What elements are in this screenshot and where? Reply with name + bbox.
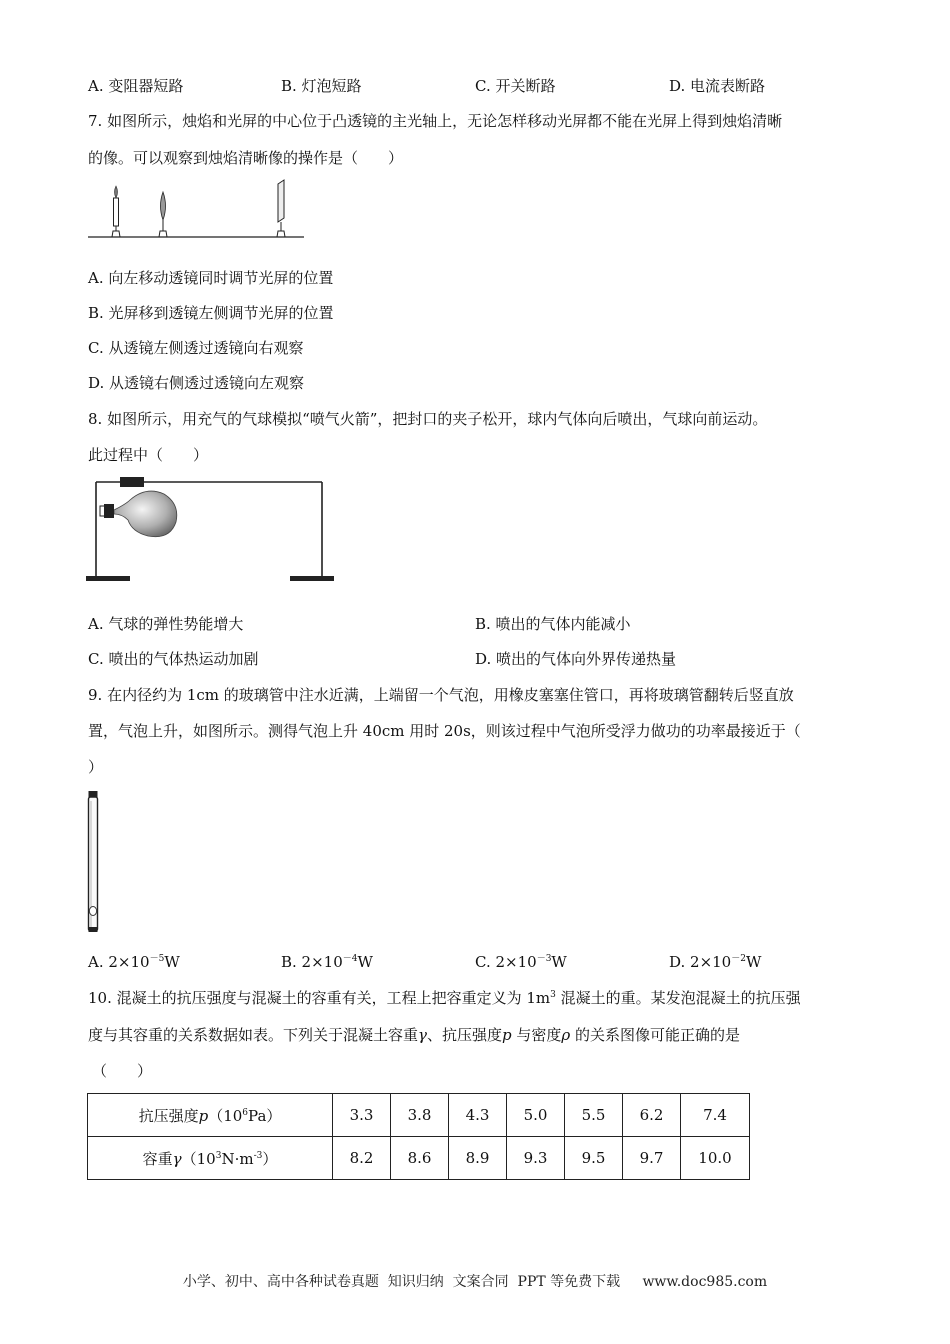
air-bubble-icon bbox=[89, 907, 96, 916]
q10-stem-line2: 度与其容重的关系数据如表。下列关于混凝土容重γ、抗压强度p 与密度ρ 的关系图像可能正确的是 bbox=[88, 1026, 740, 1044]
q7-option-a: A. 向左移动透镜同时调节光屏的位置 bbox=[88, 269, 334, 287]
q8-stem-line1: 8. 如图所示，用充气的气球模拟“喷气火箭”，把封口的夹子松开，球内气体向后喷出，气球向前运动。 bbox=[88, 410, 768, 428]
table-cell: 8.6 bbox=[391, 1137, 449, 1180]
table-header-cell: 抗压强度$p(10^6Pa)$ bbox=[88, 1094, 333, 1137]
q7-stem-line1: 7. 如图所示，烛焰和光屏的中心位于凸透镜的主光轴上，无论怎样移动光屏都不能在光屏上得到烛焰清晰 bbox=[88, 112, 783, 130]
frame-foot-left bbox=[86, 576, 130, 581]
q7-optical-bench-figure bbox=[86, 178, 306, 240]
balloon-clip-top bbox=[120, 477, 144, 487]
q7-stem-line2: 的像。可以观察到烛焰清晰像的操作是（ ） bbox=[88, 149, 404, 167]
q9-stem-line2: 置，气泡上升，如图所示。测得气泡上升 40cm 用时 20s，则该过程中气泡所受浮力做功的功率最接近于（ bbox=[88, 722, 801, 740]
table-cell: 3.8 bbox=[391, 1094, 449, 1137]
table-cell: 5.5 bbox=[565, 1094, 623, 1137]
q9-stem-line3: ） bbox=[88, 758, 104, 776]
table-cell: 6.2 bbox=[623, 1094, 681, 1137]
table-cell: 10.0 bbox=[681, 1137, 750, 1180]
table-cell: 8.9 bbox=[449, 1137, 507, 1180]
table-row bbox=[88, 1094, 750, 1137]
convex-lens-icon bbox=[159, 192, 167, 237]
balloon-icon bbox=[114, 491, 177, 537]
table-cell: 9.5 bbox=[565, 1137, 623, 1180]
q8-option-d: D. 喷出的气体向外界传递热量 bbox=[475, 650, 677, 668]
table-cell: 9.3 bbox=[507, 1137, 565, 1180]
table-header-cell: 容重$\gamma(10^3N\cdot m^{-3})$ bbox=[88, 1137, 333, 1180]
q9-option-c: C. $2\times 10^{-3}W$ bbox=[475, 953, 567, 971]
frame-foot-right bbox=[290, 576, 334, 581]
q8-option-a: A. 气球的弹性势能增大 bbox=[88, 615, 244, 633]
table-cell: 7.4 bbox=[681, 1094, 750, 1137]
table-cell: 3.3 bbox=[333, 1094, 391, 1137]
q7-option-b: B. 光屏移到透镜左侧调节光屏的位置 bbox=[88, 304, 334, 322]
table-cell: 5.0 bbox=[507, 1094, 565, 1137]
page-footer: 小学、初中、高中各种试卷真题 知识归纳 文案合同 PPT 等免费下载 www.doc985.com bbox=[182, 1274, 768, 1290]
table-cell: 4.3 bbox=[449, 1094, 507, 1137]
q10-data-table bbox=[87, 1093, 750, 1180]
support-frame bbox=[96, 482, 322, 578]
q6-option-d: D. 电流表断路 bbox=[669, 77, 766, 95]
q9-option-d: D. $2\times 10^{-2}W$ bbox=[669, 953, 762, 971]
q10-stem-line3: （ ） bbox=[92, 1062, 153, 1080]
q6-option-c: C. 开关断路 bbox=[475, 77, 556, 95]
q7-option-c: C. 从透镜左侧透过透镜向右观察 bbox=[88, 339, 304, 357]
q9-option-a: A. $2\times 10^{-5}W$ bbox=[88, 953, 180, 971]
table-cell: 9.7 bbox=[623, 1137, 681, 1180]
q7-option-d: D. 从透镜右侧透过透镜向左观察 bbox=[88, 374, 305, 392]
q8-balloon-rocket-figure bbox=[86, 474, 336, 584]
q9-option-b: B. $2\times 10^{-4}W$ bbox=[281, 953, 373, 971]
table-cell: 8.2 bbox=[333, 1137, 391, 1180]
q9-glass-tube-figure bbox=[84, 787, 104, 937]
q8-option-b: B. 喷出的气体内能减小 bbox=[475, 615, 631, 633]
q10-stem-line1: 10. 混凝土的抗压强度与混凝土的容重有关，工程上把容重定义为 $1m^3$ 混凝土的重。某发泡混凝土的抗压强 bbox=[88, 989, 801, 1007]
candle-icon bbox=[112, 186, 120, 237]
q9-stem-line1: 9. 在内径约为 1cm 的玻璃管中注水近满，上端留一个气泡，用橡皮塞塞住管口，再将玻璃管翻转后竖直放 bbox=[88, 686, 794, 704]
light-screen-icon bbox=[277, 180, 285, 237]
q8-option-c: C. 喷出的气体热运动加剧 bbox=[88, 650, 259, 668]
q6-option-a: A. 变阻器短路 bbox=[88, 77, 184, 95]
q6-option-b: B. 灯泡短路 bbox=[281, 77, 362, 95]
q8-stem-line2: 此过程中（ ） bbox=[88, 446, 209, 464]
table-row bbox=[88, 1137, 750, 1180]
